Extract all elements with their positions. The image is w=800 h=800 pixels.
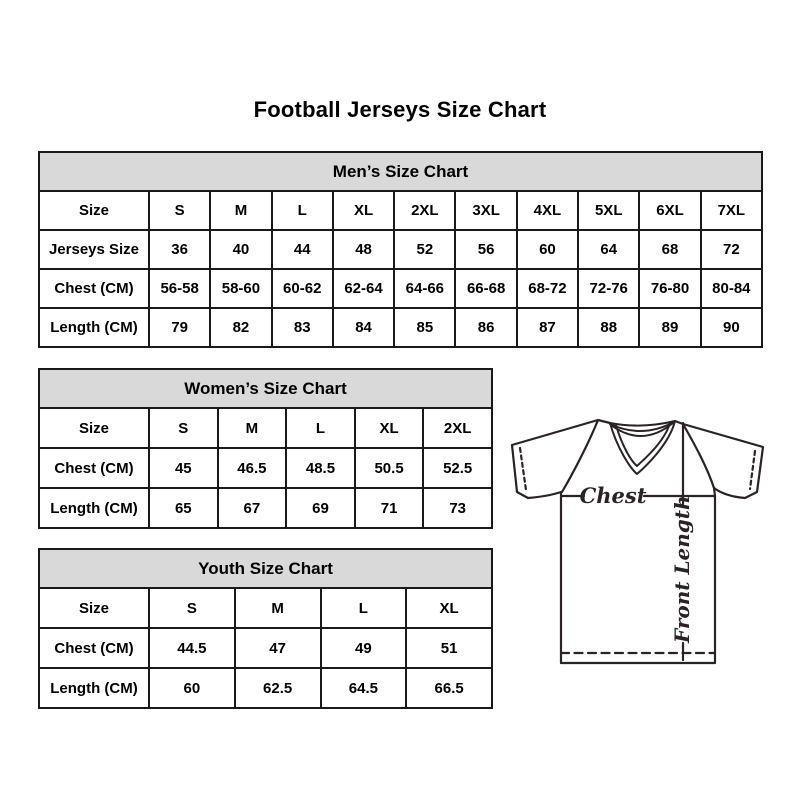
- mens-size-table: [38, 151, 763, 348]
- row-header-cell: Size: [39, 191, 149, 230]
- table-cell: 60: [149, 668, 235, 708]
- table-cell: 73: [423, 488, 492, 528]
- table-cell: XL: [355, 408, 424, 448]
- row-header-cell: Length (CM): [39, 668, 149, 708]
- table-cell: 64-66: [394, 269, 455, 308]
- front-length-label: Front Length: [670, 495, 694, 643]
- table-cell: 60-62: [272, 269, 333, 308]
- table-cell: L: [286, 408, 355, 448]
- table-cell: 56-58: [149, 269, 210, 308]
- page-title: Football Jerseys Size Chart: [253, 97, 547, 122]
- table-cell: 44.5: [149, 628, 235, 668]
- row-header-cell: Chest (CM): [39, 448, 149, 488]
- table-cell: 67: [218, 488, 287, 528]
- table-cell: 60: [517, 230, 578, 269]
- row-header-cell: Size: [39, 588, 149, 628]
- table-cell: 66.5: [406, 668, 492, 708]
- table-cell: 51: [406, 628, 492, 668]
- table-row: [39, 269, 762, 308]
- row-header-cell: Chest (CM): [39, 269, 149, 308]
- table-cell: 4XL: [517, 191, 578, 230]
- jersey-left-seam: [562, 420, 598, 492]
- table-cell: 62.5: [235, 668, 321, 708]
- table-cell: 50.5: [355, 448, 424, 488]
- youth-size-table: [38, 548, 493, 709]
- table-cell: 64.5: [321, 668, 407, 708]
- table-cell: M: [210, 191, 271, 230]
- table-cell: M: [235, 588, 321, 628]
- womens-table-title: Women’s Size Chart: [39, 369, 492, 408]
- mens-table-title: Men’s Size Chart: [39, 152, 762, 191]
- table-cell: 3XL: [455, 191, 516, 230]
- youth-table: [38, 548, 493, 709]
- table-cell: 85: [394, 308, 455, 347]
- table-cell: 66-68: [455, 269, 516, 308]
- table-cell: 52.5: [423, 448, 492, 488]
- table-row: [39, 408, 492, 448]
- table-row: [39, 488, 492, 528]
- table-title-row: [39, 369, 492, 408]
- table-cell: 69: [286, 488, 355, 528]
- table-cell: 68: [639, 230, 700, 269]
- table-row: [39, 448, 492, 488]
- table-cell: 5XL: [578, 191, 639, 230]
- right-cuff-stitch-dashed-line: [750, 451, 755, 489]
- vneck-collar-lines: [610, 421, 675, 474]
- table-cell: 46.5: [218, 448, 287, 488]
- table-cell: 7XL: [701, 191, 762, 230]
- table-row: [39, 668, 492, 708]
- row-header-cell: Length (CM): [39, 308, 149, 347]
- table-cell: 86: [455, 308, 516, 347]
- jersey-diagram-svg: [505, 415, 771, 667]
- row-header-cell: Jerseys Size: [39, 230, 149, 269]
- table-row: [39, 230, 762, 269]
- table-cell: S: [149, 588, 235, 628]
- chest-label: Chest: [579, 483, 647, 508]
- table-cell: 56: [455, 230, 516, 269]
- table-cell: 84: [333, 308, 394, 347]
- mens-table: [38, 151, 763, 348]
- womens-size-table: [38, 368, 493, 529]
- table-cell: 44: [272, 230, 333, 269]
- table-cell: 65: [149, 488, 218, 528]
- table-cell: 45: [149, 448, 218, 488]
- row-header-cell: Length (CM): [39, 488, 149, 528]
- row-header-cell: Size: [39, 408, 149, 448]
- table-cell: S: [149, 408, 218, 448]
- table-cell: 40: [210, 230, 271, 269]
- table-cell: 80-84: [701, 269, 762, 308]
- table-cell: 72-76: [578, 269, 639, 308]
- table-cell: 89: [639, 308, 700, 347]
- table-cell: 2XL: [394, 191, 455, 230]
- table-cell: 52: [394, 230, 455, 269]
- table-cell: 49: [321, 628, 407, 668]
- table-cell: 6XL: [639, 191, 700, 230]
- table-title-row: [39, 152, 762, 191]
- table-row: [39, 191, 762, 230]
- left-cuff-stitch-dashed-line: [520, 448, 526, 490]
- table-cell: 64: [578, 230, 639, 269]
- table-cell: 48.5: [286, 448, 355, 488]
- table-cell: XL: [406, 588, 492, 628]
- table-cell: 2XL: [423, 408, 492, 448]
- table-cell: 71: [355, 488, 424, 528]
- table-cell: M: [218, 408, 287, 448]
- table-row: [39, 588, 492, 628]
- table-cell: 76-80: [639, 269, 700, 308]
- table-cell: 82: [210, 308, 271, 347]
- table-cell: 58-60: [210, 269, 271, 308]
- youth-table-title: Youth Size Chart: [39, 549, 492, 588]
- table-cell: 90: [701, 308, 762, 347]
- row-header-cell: Chest (CM): [39, 628, 149, 668]
- table-cell: 47: [235, 628, 321, 668]
- womens-table: [38, 368, 493, 529]
- jersey-measurement-diagram: [505, 415, 771, 667]
- table-cell: 68-72: [517, 269, 578, 308]
- table-cell: S: [149, 191, 210, 230]
- table-cell: 83: [272, 308, 333, 347]
- table-cell: 88: [578, 308, 639, 347]
- table-cell: 79: [149, 308, 210, 347]
- table-title-row: [39, 549, 492, 588]
- table-cell: 62-64: [333, 269, 394, 308]
- table-cell: XL: [333, 191, 394, 230]
- table-cell: 48: [333, 230, 394, 269]
- table-cell: 36: [149, 230, 210, 269]
- table-cell: 87: [517, 308, 578, 347]
- table-cell: L: [321, 588, 407, 628]
- table-row: [39, 628, 492, 668]
- table-cell: L: [272, 191, 333, 230]
- table-cell: 72: [701, 230, 762, 269]
- table-row: [39, 308, 762, 347]
- jersey-right-seam: [683, 424, 714, 488]
